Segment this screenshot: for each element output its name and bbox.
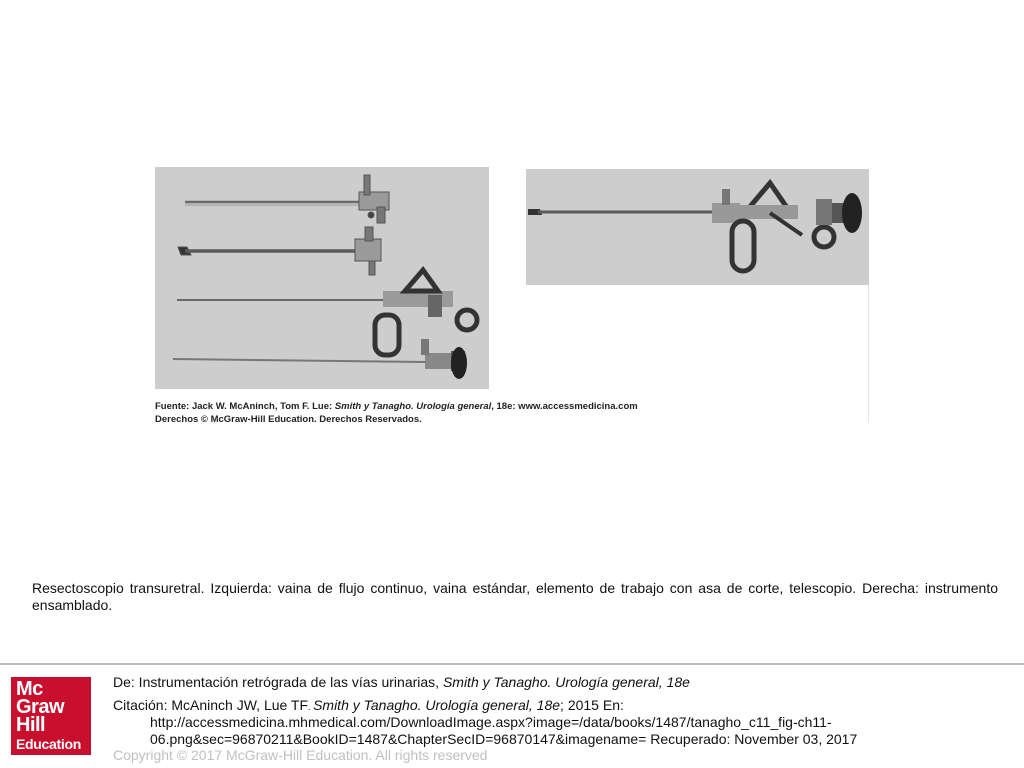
footer-divider xyxy=(0,663,1024,665)
copyright-notice: Copyright © 2017 McGraw-Hill Education. All rights reserved xyxy=(113,747,488,763)
from-line xyxy=(113,674,690,691)
figure-photo-left xyxy=(155,167,489,389)
assembled-resectoscope-illustration xyxy=(526,169,869,285)
source-credit-title: Smith y Tanagho. Urología general xyxy=(334,401,492,412)
resectoscope-components-illustration xyxy=(155,167,489,389)
citation-title: Smith y Tanagho. Urología general, 18e xyxy=(313,697,561,713)
mcgraw-hill-education-logo xyxy=(11,677,91,755)
logo-line-3: Hill xyxy=(16,714,46,736)
citation-prefix: Citación: McAninch JW, Lue TF xyxy=(113,697,309,713)
figure-frame-edge xyxy=(868,285,869,422)
citation-dot: . xyxy=(308,702,314,712)
source-credit-line2: Derechos © McGraw-Hill Education. Derechos Reservados. xyxy=(155,413,422,425)
source-credit-suffix: , 18e: www.accessmedicina.com xyxy=(491,401,638,412)
logo-line-1: Mc xyxy=(16,678,43,700)
citation-url-line-2[interactable]: 06.png&sec=96870211&BookID=1487&ChapterSecID=96870147&imagename= Recuperado: November 03, 2017 xyxy=(150,731,858,747)
citation-url-line-1[interactable]: http://accessmedicina.mhmedical.com/DownloadImage.aspx?image=/data/books/1487/tanagho_c11_fig-ch11- xyxy=(150,714,832,730)
logo-line-4: Education xyxy=(16,736,81,752)
figure-caption: Resectoscopio transuretral. Izquierda: vaina de flujo continuo, vaina estándar, elemento de trabajo con asa de corte, telescopio. Derecha: instrumento ensamblado. xyxy=(32,580,998,613)
source-credit-prefix: Fuente: Jack W. McAninch, Tom F. Lue: xyxy=(155,401,335,412)
figure-photo-right xyxy=(526,169,869,285)
citation-suffix: ; 2015 En: xyxy=(560,697,624,713)
from-title: Smith y Tanagho. Urología general, 18e xyxy=(442,674,690,690)
logo-line-2: Graw xyxy=(16,696,65,718)
source-credit-line1 xyxy=(155,401,675,414)
source-credit xyxy=(155,401,675,426)
from-prefix: De: Instrumentación retrógrada de las vías urinarias, xyxy=(113,674,443,690)
